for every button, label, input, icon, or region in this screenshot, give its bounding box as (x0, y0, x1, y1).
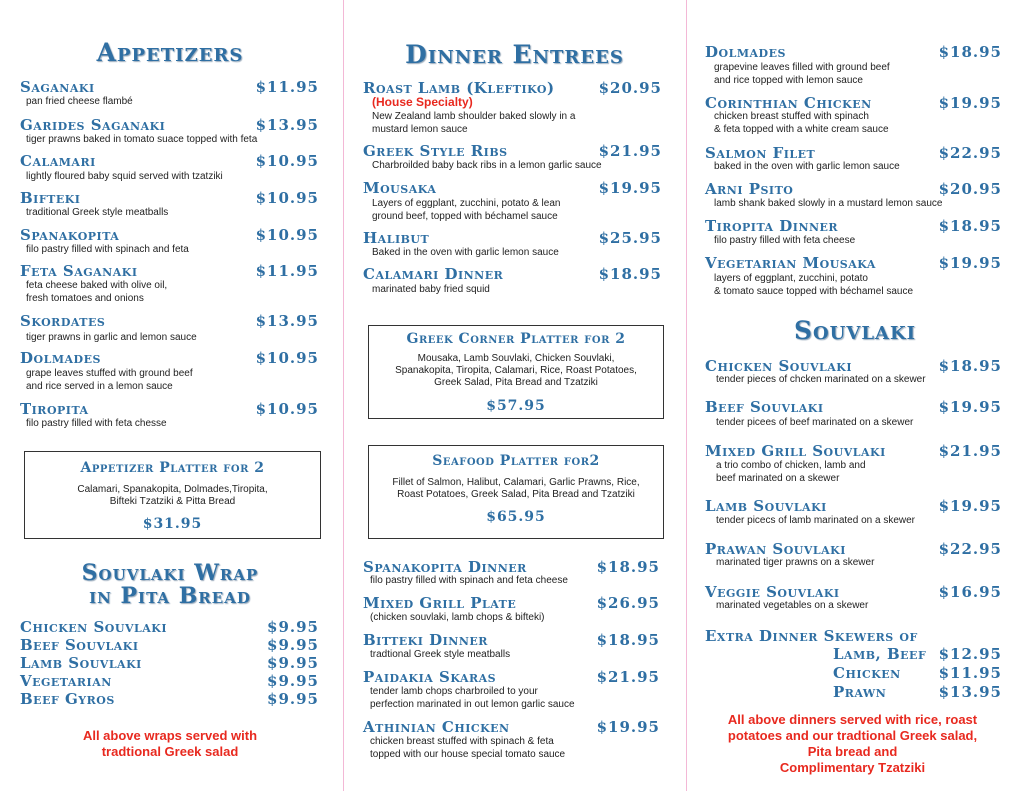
menu-item-desc: lightly floured baby squid served with tzatziki (26, 171, 223, 182)
menu-item-price: $9.95 (267, 636, 319, 654)
menu-item-desc: filo pastry filled with spinach and feta (26, 244, 189, 255)
house-specialty-label: (House Specialty) (372, 95, 473, 109)
menu-item-name: Feta Saganaki (20, 262, 138, 280)
menu-item-desc: tender lamb chops charbroiled to your (370, 686, 538, 697)
menu-item-name: Mousaka (363, 179, 437, 197)
menu-item-price: $19.95 (938, 94, 1002, 112)
menu-item-name: Arni Psito (705, 180, 794, 198)
menu-item-name: Halibut (363, 229, 430, 247)
menu-item-name: Vegetarian (20, 672, 112, 690)
menu-item-desc: marinated vegetables on a skewer (716, 600, 869, 611)
menu-item-desc: New Zealand lamb shoulder baked slowly in a (372, 111, 576, 122)
menu-item-name: Beef Souvlaki (20, 636, 139, 654)
platter-price: $57.95 (486, 398, 546, 414)
platter-title: Seafood Platter for2 (432, 453, 600, 469)
menu-item-price: $19.95 (596, 718, 660, 736)
menu-item-price: $20.95 (598, 79, 662, 97)
menu-item-desc: lamb shank baked slowly in a mustard lemon sauce (714, 198, 943, 209)
menu-item-price: $11.95 (255, 78, 319, 96)
menu-item-price: $19.95 (938, 398, 1002, 416)
menu-item-name: Saganaki (20, 78, 95, 96)
menu-item-desc: Baked in the oven with garlic lemon sauce (372, 247, 559, 258)
menu-item-price: $18.95 (596, 631, 660, 649)
menu-item-desc: chicken breast stuffed with spinach (714, 111, 869, 122)
fold-line-left (343, 0, 344, 791)
menu-item-name: Veggie Souvlaki (705, 583, 840, 601)
menu-item-price: $11.95 (255, 262, 319, 280)
menu-item-name: Spanakopita (20, 226, 120, 244)
menu-item-price: $22.95 (938, 144, 1002, 162)
menu-item-name: Beef Souvlaki (705, 398, 824, 416)
platter-desc: Calamari, Spanakopita, Dolmades,Tiropita, Bifteki Tzatziki & Pitta Bread (77, 484, 268, 507)
platter-desc: Mousaka, Lamb Souvlaki, Chicken Souvlaki, Spanakopita, Tiropita, Calamari, Rice, Roast Potatoes, Greek Salad, Pita Bread and Tzatziki (395, 353, 637, 388)
dinner-note: All above dinners served with rice, roast potatoes and our tradtional Greek salad, Pita bread and Complimentary Tzatziki (727, 712, 978, 775)
menu-item-name: Lamb, Beef (833, 645, 927, 663)
menu-item-price: $11.95 (938, 664, 1002, 682)
menu-item-desc: and rice topped with lemon sauce (714, 75, 863, 86)
menu-item-desc: pan fried cheese flambé (26, 96, 133, 107)
menu-item-name: Greek Style Ribs (363, 142, 508, 160)
platter-title: Appetizer Platter for 2 (80, 460, 265, 476)
menu-item-desc: beef marinated on a skewer (716, 473, 840, 484)
menu-item-price: $19.95 (938, 254, 1002, 272)
menu-item-price: $26.95 (596, 594, 660, 612)
menu-item-name: Spanakopita Dinner (363, 558, 527, 576)
menu-item-name: Prawn (833, 683, 887, 701)
menu-item-price: $16.95 (938, 583, 1002, 601)
menu-item-desc: mustard lemon sauce (372, 124, 468, 135)
menu-item-price: $18.95 (938, 217, 1002, 235)
menu-item-name: Athinian Chicken (363, 718, 510, 736)
menu-item-desc: marinated tiger prawns on a skewer (716, 557, 875, 568)
menu-item-desc: tiger prawns baked in tomato suace topped with feta (26, 134, 258, 145)
menu-item-name: Chicken (833, 664, 901, 682)
menu-item-name: Vegetarian Mousaka (705, 254, 876, 272)
menu-item-desc: a trio combo of chicken, lamb and (716, 460, 866, 471)
menu-item-desc: tradtional Greek style meatballs (370, 649, 511, 660)
menu-item-desc: fresh tomatoes and onions (26, 293, 144, 304)
menu-item-price: $18.95 (938, 43, 1002, 61)
menu-item-name: Chicken Souvlaki (705, 357, 852, 375)
menu-item-name: Tiropita (20, 400, 89, 418)
menu-item-desc: Layers of eggplant, zucchini, potato & lean (372, 198, 561, 209)
menu-item-price: $19.95 (938, 497, 1002, 515)
menu-item-name: Bifteki (20, 189, 81, 207)
menu-item-name: Beef Gyros (20, 690, 115, 708)
menu-item-name: Mixed Grill Souvlaki (705, 442, 886, 460)
extra-skewers-title: Extra Dinner Skewers of (705, 627, 918, 645)
menu-item-name: Corinthian Chicken (705, 94, 872, 112)
wrap-subtitle: in Pita Bread (89, 583, 251, 609)
platter-price: $65.95 (486, 509, 546, 525)
appetizers-title: Appetizers (96, 38, 244, 67)
menu-item-desc: ground beef, topped with béchamel sauce (372, 211, 558, 222)
menu-item-name: Calamari (20, 152, 96, 170)
menu-item-price: $9.95 (267, 690, 319, 708)
menu-item-price: $10.95 (255, 152, 319, 170)
menu-item-price: $13.95 (255, 116, 319, 134)
menu-item-name: Calamari Dinner (363, 265, 504, 283)
menu-item-desc: perfection marinated in out lemon garlic sauce (370, 699, 575, 710)
menu-item-desc: tender pieces of chcken marinated on a skewer (716, 374, 926, 385)
menu-item-desc: grape leaves stuffed with ground beef (26, 368, 193, 379)
greek-corner-platter-box (368, 325, 664, 419)
menu-item-name: Lamb Souvlaki (705, 497, 827, 515)
menu-item-desc: filo pastry filled with spinach and feta cheese (370, 575, 568, 586)
menu-item-price: $18.95 (938, 357, 1002, 375)
menu-item-name: Dolmades (705, 43, 786, 61)
menu-item-price: $18.95 (596, 558, 660, 576)
menu-item-price: $12.95 (938, 645, 1002, 663)
menu-item-price: $21.95 (596, 668, 660, 686)
menu-item-price: $20.95 (938, 180, 1002, 198)
wrap-note: All above wraps served with tradtional Greek salad (82, 728, 258, 759)
menu-item-desc: tender picees of beef marinated on a skewer (716, 417, 914, 428)
menu-item-price: $10.95 (255, 189, 319, 207)
menu-item-desc: chicken breast stuffed with spinach & feta (370, 736, 554, 747)
entrees-title: Dinner Entrees (405, 40, 624, 69)
menu-item-desc: tiger prawns in garlic and lemon sauce (26, 332, 197, 343)
menu-item-desc: layers of eggplant, zucchini, potato (714, 273, 868, 284)
menu-item-desc: baked in the oven with garlic lemon sauce (714, 161, 900, 172)
wrap-title: Souvlaki Wrap (81, 560, 259, 586)
menu-item-desc: filo pastry filled with feta cheese (714, 235, 856, 246)
seafood-platter-box (368, 445, 664, 539)
menu-item-desc: and rice served in a lemon sauce (26, 381, 173, 392)
menu-item-desc: traditional Greek style meatballs (26, 207, 169, 218)
menu-item-name: Chicken Souvlaki (20, 618, 167, 636)
menu-item-desc: feta cheese baked with olive oil, (26, 280, 168, 291)
fold-line-right (686, 0, 687, 791)
menu-item-price: $10.95 (255, 400, 319, 418)
menu-item-price: $9.95 (267, 654, 319, 672)
menu-item-name: Salmon Filet (705, 144, 816, 162)
menu-item-price: $13.95 (255, 312, 319, 330)
menu-item-price: $25.95 (598, 229, 662, 247)
menu-item-desc: (chicken souvlaki, lamb chops & bifteki) (370, 612, 545, 623)
menu-item-desc: & feta topped with a white cream sauce (714, 124, 889, 135)
platter-price: $31.95 (142, 516, 203, 532)
souvlaki-title: Souvlaki (793, 316, 917, 345)
menu-item-price: $22.95 (938, 540, 1002, 558)
menu-item-desc: Charbroilded baby back ribs in a lemon garlic sauce (372, 160, 602, 171)
menu-item-name: Garides Saganaki (20, 116, 166, 134)
menu-item-price: $10.95 (255, 226, 319, 244)
menu-item-price: $9.95 (267, 618, 319, 636)
menu-item-desc: topped with our house special tomato sauce (370, 749, 566, 760)
menu-item-price: $18.95 (598, 265, 662, 283)
menu-item-name: Paidakia Skaras (363, 668, 497, 686)
menu-item-name: Mixed Grill Plate (363, 594, 517, 612)
platter-title: Greek Corner Platter for 2 (406, 331, 626, 347)
menu-item-price: $21.95 (938, 442, 1002, 460)
menu-item-desc: marinated baby fried squid (372, 284, 490, 295)
menu-item-price: $21.95 (598, 142, 662, 160)
appetizer-platter-box (24, 451, 321, 539)
menu-item-name: Roast Lamb (Kleftiko) (363, 79, 555, 97)
menu-item-name: Tiropita Dinner (705, 217, 839, 235)
menu-item-desc: grapevine leaves filled with ground beef (714, 62, 890, 73)
menu-item-name: Prawan Souvlaki (705, 540, 846, 558)
menu-item-price: $10.95 (255, 349, 319, 367)
menu-item-price: $9.95 (267, 672, 319, 690)
menu-item-name: Skordates (20, 312, 106, 330)
menu-item-name: Bitteki Dinner (363, 631, 488, 649)
menu-item-price: $19.95 (598, 179, 662, 197)
menu-item-desc: & tomato sauce topped with béchamel sauce (714, 286, 914, 297)
menu-item-name: Lamb Souvlaki (20, 654, 142, 672)
menu-item-name: Dolmades (20, 349, 101, 367)
menu-item-desc: tender picecs of lamb marinated on a skewer (716, 515, 915, 526)
menu-item-desc: filo pastry filled with feta chesse (26, 418, 167, 429)
platter-desc: Fillet of Salmon, Halibut, Calamari, Garlic Prawns, Rice, Roast Potatoes, Greek Salad, Pita Bread and Tzatziki (392, 477, 640, 500)
menu-item-price: $13.95 (938, 683, 1002, 701)
